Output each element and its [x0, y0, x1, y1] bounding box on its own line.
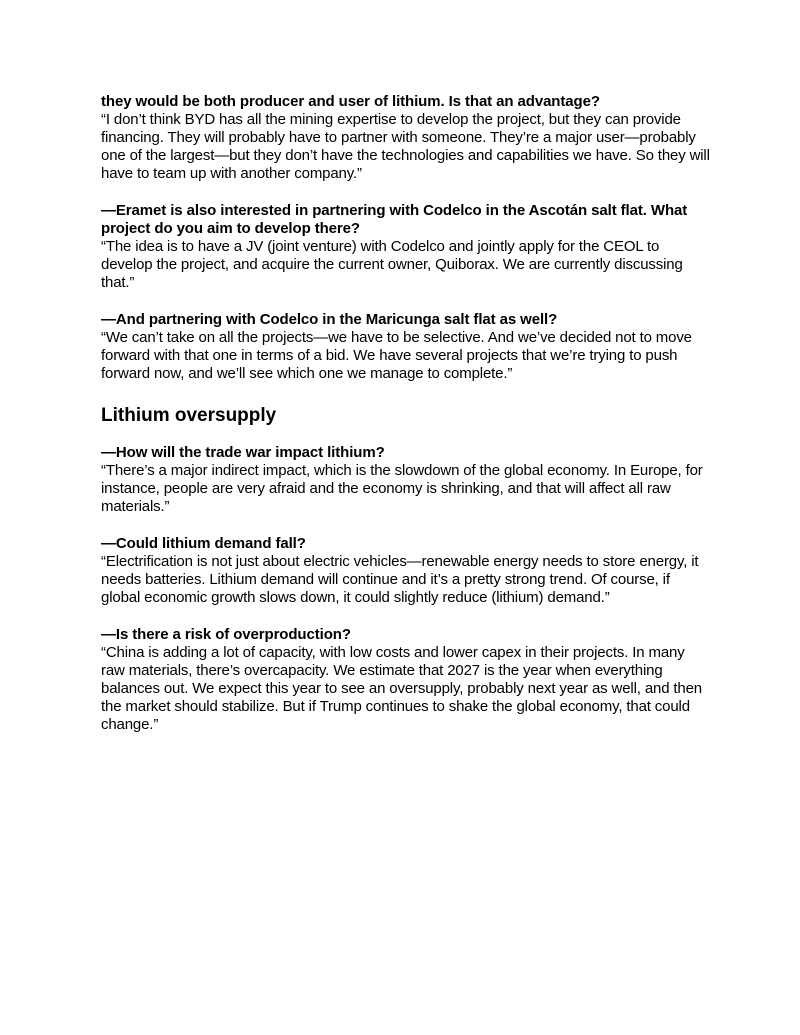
interview-answer: “Electrification is not just about electric vehicles—renewable energy needs to store energy, it needs batteries. Lithium demand will continue and it’s a pretty strong trend. Of course, if global economic growth slows down, it could slightly reduce (lithium) demand.”: [101, 553, 699, 606]
interview-answer: “The idea is to have a JV (joint venture) with Codelco and jointly apply for the CEOL to develop the project, and acquire the current owner, Quiborax. We are currently discussing that.”: [101, 238, 683, 291]
qa-block: [101, 444, 711, 516]
interview-question: —Is there a risk of overproduction?: [101, 626, 351, 643]
interview-answer: “There’s a major indirect impact, which is the slowdown of the global economy. In Europe, for instance, people are very afraid and the economy is shrinking, and that will affect all raw materials.”: [101, 462, 703, 515]
qa-block: [101, 626, 711, 734]
qa-block: [101, 311, 711, 383]
interview-question: —Could lithium demand fall?: [101, 535, 306, 552]
interview-answer: “I don’t think BYD has all the mining expertise to develop the project, but they can provide financing. They will probably have to partner with someone. They’re a major user—probably one of the largest—but they don’t have the technologies and capabilities we have. So they will have to team up with another company.”: [101, 111, 710, 182]
interview-question: they would be both producer and user of lithium. Is that an advantage?: [101, 93, 600, 110]
interview-question: —How will the trade war impact lithium?: [101, 444, 385, 461]
qa-block: [101, 202, 711, 292]
section-heading: Lithium oversupply: [101, 405, 277, 426]
interview-question: —Eramet is also interested in partnering with Codelco in the Ascotán salt flat. What project do you aim to develop there?: [101, 202, 688, 237]
qa-block: [101, 535, 711, 607]
interview-answer: “We can’t take on all the projects—we have to be selective. And we’ve decided not to move forward with that one in terms of a bid. We have several projects that we’re trying to push forward now, and we’ll see which one we manage to complete.”: [101, 329, 692, 382]
qa-block: [101, 93, 711, 183]
document-page: [101, 93, 711, 753]
interview-answer: “China is adding a lot of capacity, with low costs and lower capex in their projects. In many raw materials, there’s overcapacity. We estimate that 2027 is the year when everything balances out. We expect this year to see an oversupply, probably next year as well, and then the market should stabilize. But if Trump continues to shake the global economy, that could change.”: [101, 644, 703, 733]
interview-question: —And partnering with Codelco in the Maricunga salt flat as well?: [101, 311, 558, 328]
